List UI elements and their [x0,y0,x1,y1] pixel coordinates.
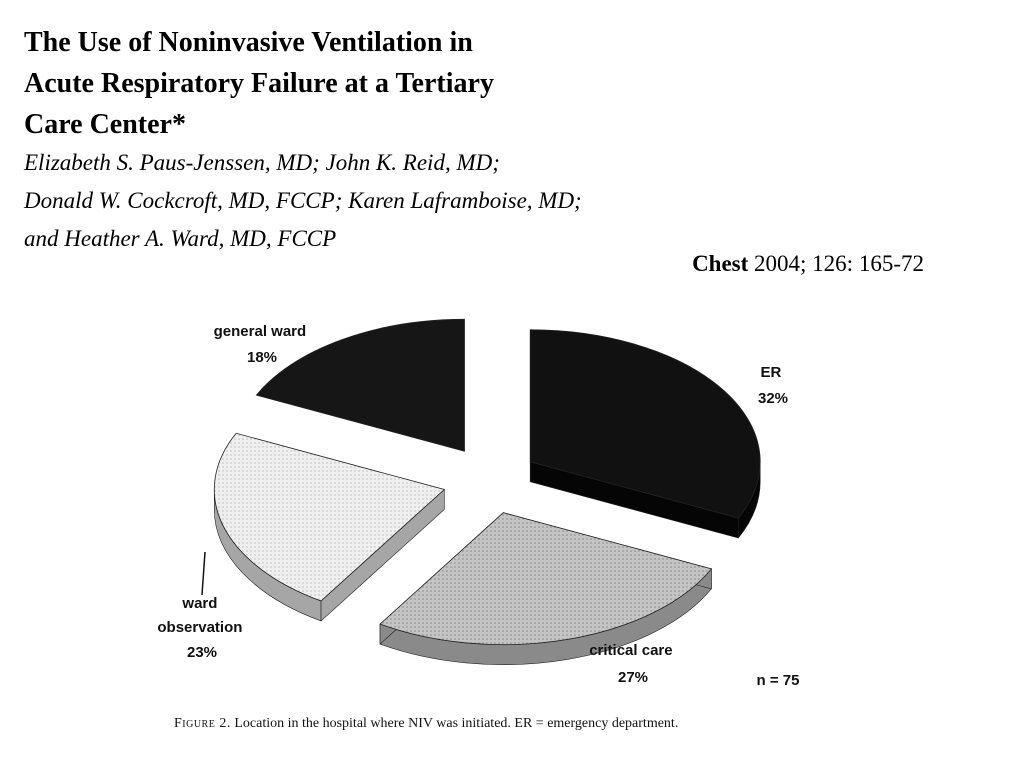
title-line: The Use of Noninvasive Ventilation in [24,27,473,58]
citation-details: 2004; 126: 165-72 [748,251,924,276]
caption-text: Location in the hospital where NIV was initiated. ER = emergency department. [230,716,679,731]
author-line: Elizabeth S. Paus-Jenssen, MD; John K. Reid, MD; [24,150,500,175]
title-line: Acute Respiratory Failure at a Tertiary [24,68,494,99]
sample-size-label: n = 75 [756,672,800,689]
pie-chart-figure [130,290,890,760]
author-list [24,144,784,258]
slice-label-ward-observation: ward observation 23% [157,595,243,661]
slide-title [24,22,724,145]
slice-label-general-ward: general ward 18% [213,323,307,366]
pie-chart [130,290,890,710]
slice-label-critical-care: critical care 27% [589,642,673,686]
slice-label-er: ER 32% [757,364,789,407]
author-line: Donald W. Cockcroft, MD, FCCP; Karen Laframboise, MD; [24,188,582,213]
figure-caption [174,716,874,732]
citation-journal: Chest [692,251,749,276]
figure-label: Figure 2. [174,716,231,731]
citation [692,248,924,280]
author-line: and Heather A. Ward, MD, FCCP [24,226,337,251]
title-line: Care Center* [24,109,186,140]
ward-observation-leader-line [202,552,205,595]
